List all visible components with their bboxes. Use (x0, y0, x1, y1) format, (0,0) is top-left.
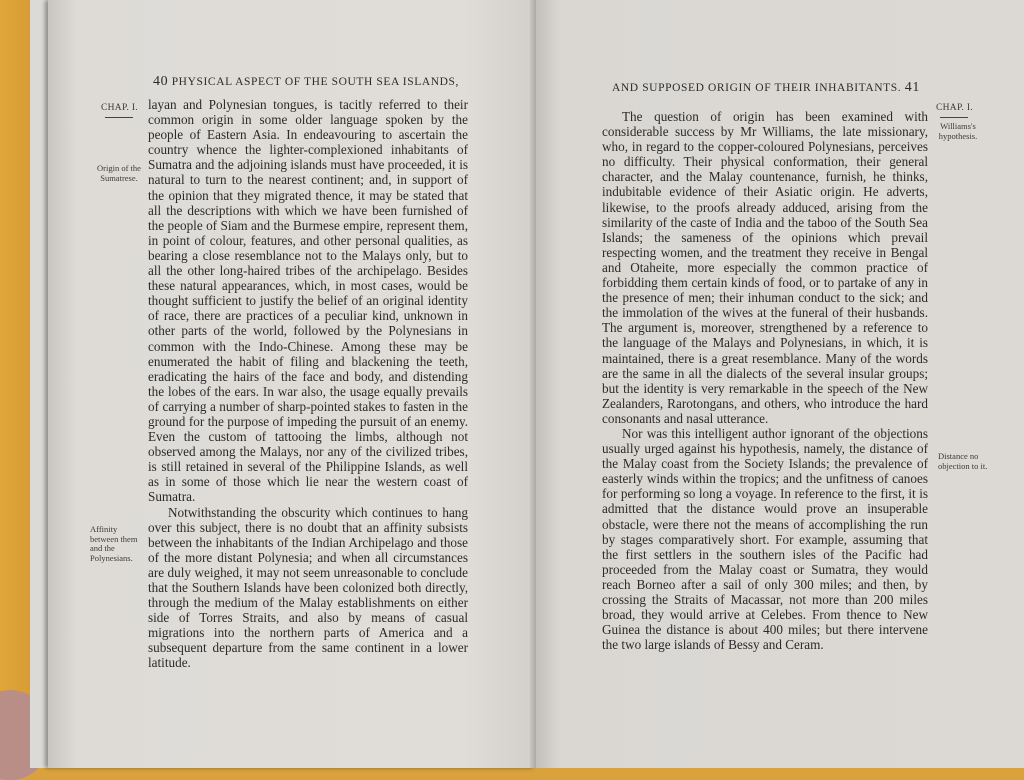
left-running-head (153, 74, 459, 90)
left-chapter-label: CHAP. I. (101, 104, 138, 118)
right-chapter-label: CHAP. I. (936, 104, 973, 118)
left-running-head-title: PHYSICAL ASPECT OF THE SOUTH SEA ISLANDS, (171, 76, 460, 88)
left-paragraph-1: layan and Polynesian tongues, is tacitly referred to their common origin in some older language spoken by the people of Eastern Asia. In endeavouring to ascertain the country whence the lighter-complexioned inhabitants of Sumatra and the adjoining islands must have proceeded, it is natural to turn to the nearest continent; and, in support of the opinion that they migrated thence, it may be stated that all the descriptions with which we have been furnished of the people of Siam and the Burmese empire, represent them, in point of colour, features, and other personal qualities, as bearing a close resemblance not to the Malays only, but to all the other long-haired tribes of the archipelago. Besides these natural appearances, which, in most cases, would be thought sufficient to justify the belief of an original identity of race, there are practices of a peculiar kind, unknown in other parts of the world, followed by the Polynesians in common with the Indo-Chinese. Among these may be enumerated the habit of filing and blackening the teeth, eradicating the hairs of the face and body, and distending the lobes of the ears. In war also, the usage equally prevails of carrying a number of sharp-pointed stakes to fasten in the ground for the purpose of impeding the pursuit of an enemy. Even the custom of tattooing the limbs, although not observed among the Malays, nor any of the civilized tribes, is still retained in several of the Philippine Islands, as well as in some of those which lie near the western coast of Sumatra. (148, 97, 468, 505)
right-paragraph-2: Nor was this intelligent author ignorant of the objections usually urged against his hypothesis, namely, the distance of the Malay coast from the Society Islands; the prevalence of easterly winds within the tropics; and the unfitness of canoes for performing so long a voyage. In reference to the first, it is admitted that the distance would prove an insuperable obstacle, were there not the means of accomplishing the run by stages comparatively short. For example, assuming that the first settlers in the southern isles of the Pacific had proceeded from the Malay coast or Sumatra, they would reach Borneo after a sail of only 300 miles; and then, by crossing the Straits of Macassar, not more than 200 miles broad, they would arrive at Celebes. From thence to New Guinea the distance is about 400 miles; but there intervene the two large islands of Bessy and Ceram. (602, 425, 928, 653)
open-book (30, 0, 1024, 768)
left-paragraph-2: Notwithstanding the obscurity which continues to hang over this subject, there is no doubt that an affinity subsists between the inhabitants of the Indian Archipelago and those of the more distant Polynesia; and when all circumstances are duly weighed, it may not seem unreasonable to conclude that the Southern Islands have been colonized both directly, through the medium of the Malay establishments on either side of Torres Straits, and also by means of casual migrations into the northern parts of America and a subsequent departure from the same continent in a lower latitude. (148, 504, 468, 671)
left-margin-note-2: Affinity between them and the Polynesians. (90, 524, 138, 563)
right-running-head-title: AND SUPPOSED ORIGIN OF THEIR INHABITANTS. (612, 82, 902, 94)
left-page-number: 40 (153, 74, 169, 89)
right-page-number: 41 (904, 80, 920, 95)
left-margin-note-1: Origin of the Sumatrese. (97, 163, 141, 183)
right-margin-note-1: Williams's hypothesis. (938, 121, 978, 141)
right-page (536, 0, 1024, 768)
left-body-text (148, 97, 468, 671)
right-body-text (602, 109, 928, 652)
right-margin-note-2: Distance no objection to it. (938, 451, 988, 471)
right-paragraph-1: The question of origin has been examined with considerable success by Mr Williams, the late missionary, who, in regard to the copper-coloured Polynesians, perceives no difficulty. Their physical conformation, their general character, and the Malay countenance, furnish, he thinks, indubitable evidence of their Asiatic origin. He adverts, likewise, to the proofs already adduced, arising from the similarity of the caste of India and the taboo of the South Sea Islands; the sameness of the opinions which prevail respecting women, and the treatment they receive in Bengal and Otaheite, more especially the common practice of forbidding them certain kinds of food, or to partake of any in the presence of men; their inhuman conduct to the sick; and the immolation of the wives at the funeral of their husbands. The argument is, moreover, strengthened by a reference to the language of the Malays and Polynesians, in which, it is maintained, there is a great resemblance. Many of the words are the same in all the dialects of the several insular groups; but the identity is very remarkable in the speech of the New Zealanders, Rarotongans, and others, who introduce the hard consonants and nasal utterance. (602, 109, 928, 426)
right-running-head (612, 80, 920, 96)
left-page (48, 0, 536, 768)
